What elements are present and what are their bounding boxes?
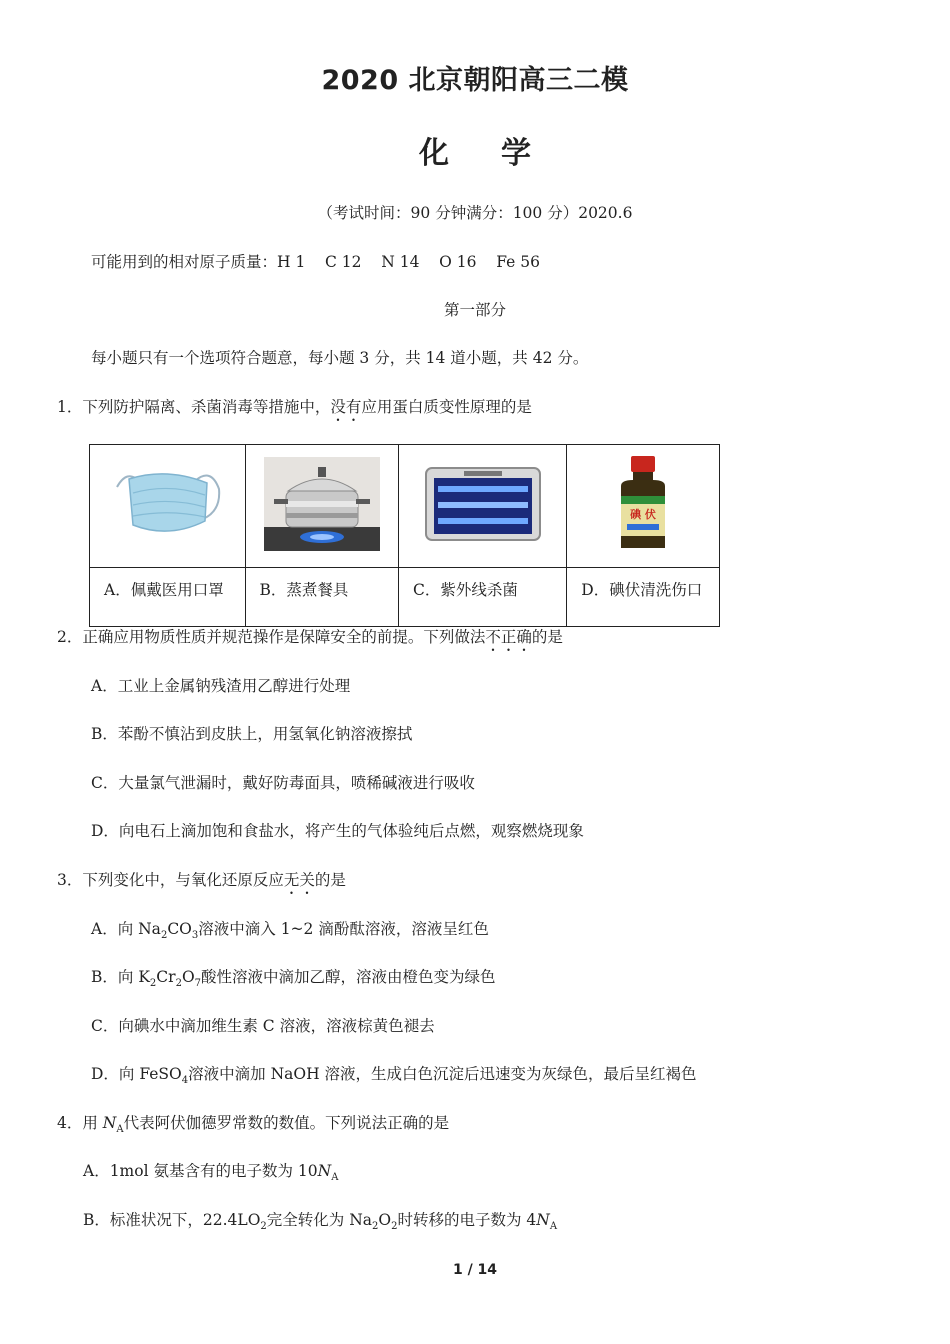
page-number: 1 / 14 [452, 1262, 498, 1278]
q3-d-text: D．向 FeSO [91, 1065, 182, 1083]
q3-option-b [91, 966, 496, 995]
q3-b-sub2: 2 [175, 978, 182, 990]
section-name: 第一部分 [443, 301, 506, 319]
q1-stem-text: 1．下列防护隔离、杀菌消毒等措施中， [57, 398, 331, 416]
q3-b-formula2: O [181, 968, 195, 986]
q3-a-sub1: 2 [160, 930, 168, 942]
q4-b-tail: 时转移的电子数为 4 [397, 1211, 537, 1229]
q3-option-d [91, 1063, 697, 1092]
q3-option-c: C．向碘水中滴加维生素 C 溶液，溶液棕黄色褪去 [91, 1017, 435, 1035]
q4-na-sub: A [116, 1124, 124, 1136]
q3-d-tail: 溶液中滴加 NaOH 溶液，生成白色沉淀后迅速变为灰绿色，最后呈红褐色 [188, 1065, 697, 1083]
q3-b-text: B．向 K [91, 968, 150, 986]
q4-b-text: B．标准状况下，22.4LO [83, 1211, 261, 1229]
q2-option-a: A．工业上金属钠残渣用乙醇进行处理 [91, 677, 351, 695]
q2-stem-text: 2．正确应用物质性质并规范操作是保障安全的前提。下列做法 [57, 628, 486, 646]
q3-b-tail: 酸性溶液中滴加乙醇，溶液由橙色变为绿色 [201, 968, 496, 986]
q4-a-na-symbol: N [317, 1162, 332, 1180]
q4-b-mid: 完全转化为 Na [266, 1211, 373, 1229]
q4-a-text: A．1mol 氨基含有的电子数为 10 [83, 1162, 318, 1180]
q1-option-c: C．紫外线杀菌 [398, 568, 566, 627]
q4-b-na-sub: A [549, 1221, 558, 1233]
q4-na-symbol: N [102, 1114, 117, 1132]
subject-title: 化学 [419, 136, 583, 171]
q1-stem-tail: 应用蛋白质变性原理的是 [361, 398, 532, 416]
q3-b-sub3: 7 [194, 978, 202, 990]
q3-option-a [91, 918, 489, 947]
q2-stem-emphasis: 不正确 [485, 628, 532, 646]
q3-b-sub1: 2 [149, 978, 157, 990]
q4-a-na-sub: A [331, 1172, 339, 1184]
iodine-bottle-icon [613, 456, 673, 552]
q3-stem [57, 869, 346, 898]
q3-a-formula: CO [167, 920, 192, 938]
q1-option-d: D．碘伏清洗伤口 [567, 568, 720, 627]
q3-d-sub1: 4 [181, 1075, 189, 1087]
section-instructions: 每小题只有一个选项符合题意，每小题 3 分，共 14 道小题，共 42 分。 [91, 349, 589, 367]
q3-b-formula1: Cr [156, 968, 176, 986]
q4-option-a [83, 1160, 338, 1189]
uv-lamp-icon [424, 464, 542, 544]
q1-options-table [89, 444, 720, 627]
q2-stem-tail: 的是 [531, 628, 563, 646]
atomic-masses: 可能用到的相对原子质量：H 1 C 12 N 14 O 16 Fe 56 [91, 253, 540, 271]
q4-b-sub2: 2 [372, 1221, 379, 1233]
q4-option-b [83, 1209, 557, 1238]
face-mask-icon [107, 459, 227, 549]
q2-option-b: B．苯酚不慎沾到皮肤上，用氢氧化钠溶液擦拭 [91, 725, 413, 743]
q3-a-sub2: 3 [191, 930, 199, 942]
q4-b-mid2: O [378, 1211, 392, 1229]
q1-stem [57, 396, 532, 425]
q2-stem [57, 626, 563, 655]
q3-a-tail: 溶液中滴入 1~2 滴酚酞溶液，溶液呈红色 [198, 920, 489, 938]
q4-b-sub3: 2 [391, 1221, 398, 1233]
exam-title: 2020 北京朝阳高三二模 [321, 65, 629, 96]
q4-stem-tail: 代表阿伏伽德罗常数的数值。下列说法正确的是 [123, 1114, 450, 1132]
q2-option-c: C．大量氯气泄漏时，戴好防毒面具，喷稀碱液进行吸收 [91, 774, 475, 792]
steamer-pot-icon [264, 457, 380, 551]
exam-info: （考试时间：90 分钟满分：100 分）2020.6 [317, 204, 633, 222]
q1-image-cell-c [398, 445, 566, 568]
q1-image-cell-a [90, 445, 246, 568]
q4-stem [57, 1112, 449, 1141]
q4-b-na-symbol: N [536, 1211, 550, 1229]
q3-stem-tail: 的是 [314, 871, 346, 889]
q2-option-d: D．向电石上滴加饱和食盐水，将产生的气体验纯后点燃，观察燃烧现象 [91, 822, 584, 840]
q3-a-text: A．向 Na [91, 920, 161, 938]
q4-stem-text: 4．用 [57, 1114, 103, 1132]
bottle-label: 碘 伏 [630, 508, 657, 521]
q1-option-a: A．佩戴医用口罩 [90, 568, 246, 627]
q3-stem-text: 3．下列变化中，与氧化还原反应 [57, 871, 284, 889]
q1-image-cell-d [567, 445, 720, 568]
q1-stem-emphasis: 没有 [330, 398, 362, 416]
q3-stem-emphasis: 无关 [283, 871, 315, 889]
q1-option-b: B．蒸煮餐具 [245, 568, 398, 627]
q4-b-sub1: 2 [260, 1221, 267, 1233]
q1-image-cell-b [245, 445, 398, 568]
